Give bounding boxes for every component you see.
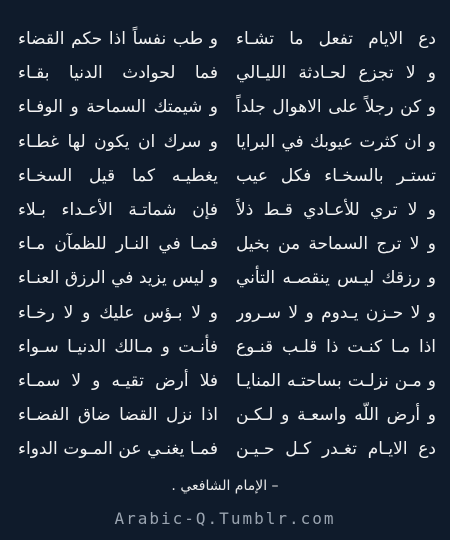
verse-9-second-hemistich: و لا بـؤس عليك و لا رخـاء bbox=[18, 302, 218, 323]
verse-12 bbox=[0, 398, 450, 432]
poem-attribution: – الإمام الشافعي . bbox=[171, 478, 279, 495]
verse-4-first-hemistich: و ان كثرت عيوبك في البرايا bbox=[236, 131, 436, 152]
verse-12-first-hemistich: و أرض اللّه واسعـة و لـكـن bbox=[236, 405, 436, 426]
verse-13 bbox=[0, 432, 450, 466]
verse-12-second-hemistich: اذا نزل القضا ضاق الفضـاء bbox=[18, 405, 218, 426]
verse-1-second-hemistich: و طب نفساً اذا حكم القضاء bbox=[18, 29, 218, 49]
verse-1 bbox=[0, 22, 450, 56]
site-watermark: Arabic-Q.Tumblr.com bbox=[114, 509, 336, 529]
verse-1-first-hemistich: دع الايام تفعل ما تشـاء bbox=[236, 29, 436, 49]
verse-11 bbox=[0, 364, 450, 398]
verse-2 bbox=[0, 56, 450, 90]
verse-10 bbox=[0, 330, 450, 364]
verse-6-second-hemistich: فإن شماتـة الأعـداء بـلاء bbox=[18, 199, 218, 220]
verse-3 bbox=[0, 90, 450, 124]
verse-10-first-hemistich: اذا مـا كنـت ذا قلـب قنـوع bbox=[236, 336, 436, 357]
verse-7-second-hemistich: فمـا في النـار للظمآن مـاء bbox=[18, 234, 218, 255]
verse-4-second-hemistich: و سرك ان يكون لها غطـاء bbox=[18, 131, 218, 152]
verse-7-first-hemistich: و لا ترج السماحة من بخيل bbox=[236, 234, 436, 255]
verse-4 bbox=[0, 125, 450, 159]
verse-9-first-hemistich: و لا حـزن يـدوم و لا سـرور bbox=[236, 302, 436, 323]
verse-3-second-hemistich: و شيمتك السماحة و الوفـاء bbox=[18, 97, 218, 118]
verse-5 bbox=[0, 159, 450, 193]
verse-11-first-hemistich: و مـن نزلـت بساحتـه المنايـا bbox=[236, 370, 436, 391]
verse-5-second-hemistich: يغطيـه كما قيل السخـاء bbox=[18, 165, 218, 186]
verse-13-first-hemistich: دع الايـام تغـدر كـل حـيـن bbox=[236, 439, 436, 460]
verse-6 bbox=[0, 193, 450, 227]
poem-body bbox=[0, 22, 450, 466]
verse-8-second-hemistich: و ليس يزيد في الرزق العنـاء bbox=[18, 268, 218, 289]
verse-2-first-hemistich: و لا تجزع لحـادثة الليـالي bbox=[236, 63, 436, 84]
verse-6-first-hemistich: و لا تري للأعـادي قـط ذلاً bbox=[236, 199, 436, 220]
verse-10-second-hemistich: فأنـت و مـالك الدنيـا سـواء bbox=[18, 336, 218, 357]
verse-8 bbox=[0, 261, 450, 295]
verse-13-second-hemistich: فمـا يغنـي عن المـوت الدواء bbox=[18, 439, 218, 460]
verse-7 bbox=[0, 227, 450, 261]
verse-9 bbox=[0, 296, 450, 330]
verse-3-first-hemistich: و كن رجلاً على الاهوال جلداً bbox=[236, 97, 436, 118]
verse-8-first-hemistich: و رزقك ليـس ينقصـه التأني bbox=[236, 268, 436, 289]
verse-2-second-hemistich: فما لحوادث الدنيا بقـاء bbox=[18, 63, 218, 84]
verse-11-second-hemistich: فلا أرض تقيـه و لا سمـاء bbox=[18, 370, 218, 391]
verse-5-first-hemistich: تستـر بالسخـاء فكل عيب bbox=[236, 165, 436, 186]
